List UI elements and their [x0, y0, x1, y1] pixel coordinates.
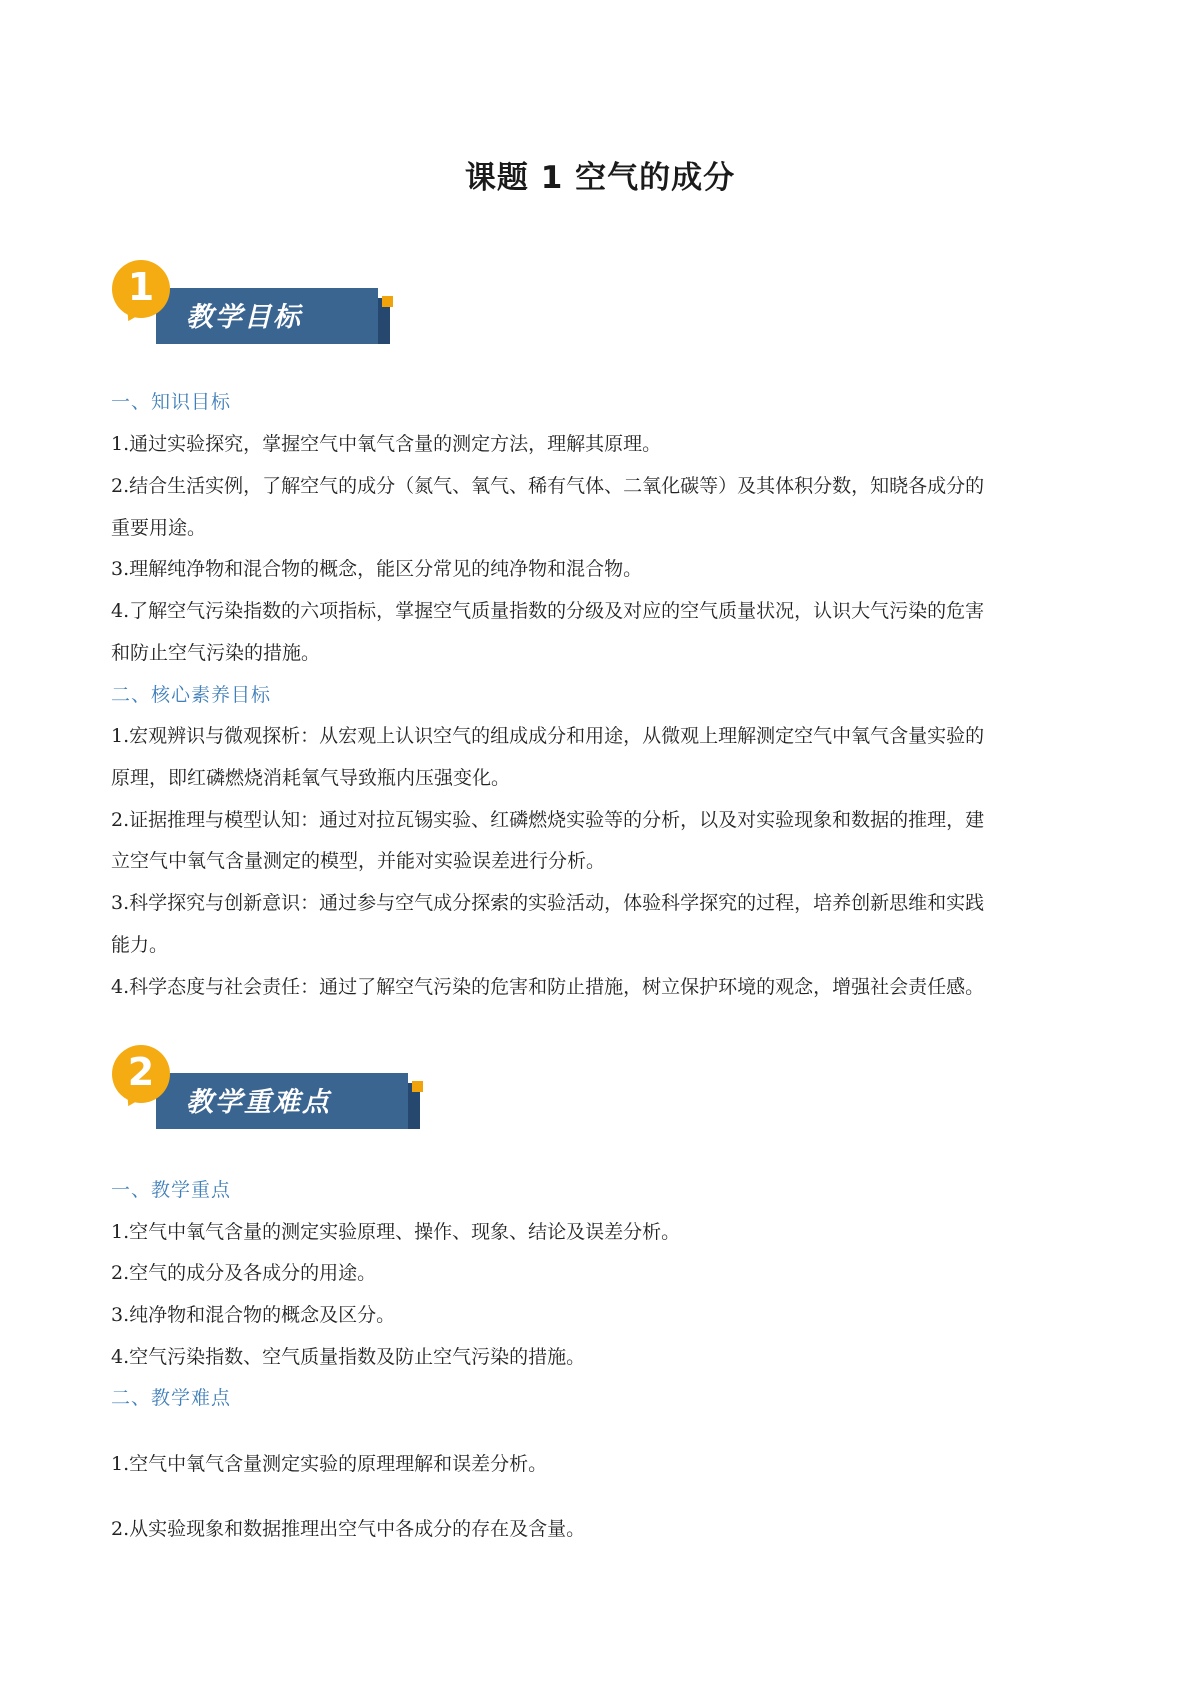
paragraph-line: 3.纯净物和混合物的概念及区分。 [111, 1304, 396, 1326]
section-label: 教学目标 [186, 302, 302, 333]
paragraph-line: 4.科学态度与社会责任：通过了解空气污染的危害和防止措施，树立保护环境的观念，增强社会责任感。 [111, 976, 985, 998]
section-badge-teaching-goals [112, 260, 442, 360]
paragraph-line: 2.空气的成分及各成分的用途。 [111, 1262, 377, 1284]
badge-accent-square [412, 1081, 423, 1092]
paragraph-line: 能力。 [111, 934, 169, 956]
page-title: 课题 1 空气的成分 [464, 160, 736, 196]
subheading-core-literacy-goals: 二、核心素养目标 [111, 684, 272, 706]
section-badge-key-difficult-points [112, 1045, 442, 1145]
badge-accent-square [382, 296, 393, 307]
paragraph-line: 和防止空气污染的措施。 [111, 642, 321, 664]
section-number: 1 [127, 265, 155, 309]
subheading-key-points: 一、教学重点 [111, 1179, 232, 1201]
subheading-knowledge-goals: 一、知识目标 [111, 391, 232, 413]
paragraph-line: 立空气中氧气含量测定的模型，并能对实验误差进行分析。 [111, 850, 606, 872]
paragraph-line: 4.了解空气污染指数的六项指标，掌握空气质量指数的分级及对应的空气质量状况，认识大气污染的危害 [111, 600, 985, 622]
paragraph-line: 2.证据推理与模型认知：通过对拉瓦锡实验、红磷燃烧实验等的分析，以及对实验现象和数据的推理，建 [111, 809, 985, 831]
paragraph-line: 重要用途。 [111, 517, 207, 539]
subheading-difficult-points: 二、教学难点 [111, 1387, 232, 1409]
paragraph-line: 1.通过实验探究，掌握空气中氧气含量的测定方法，理解其原理。 [111, 433, 662, 455]
paragraph-line: 4.空气污染指数、空气质量指数及防止空气污染的措施。 [111, 1346, 586, 1368]
paragraph-line: 1.宏观辨识与微观探析：从宏观上认识空气的组成成分和用途，从微观上理解测定空气中氧气含量实验的 [111, 725, 985, 747]
section-number: 2 [127, 1050, 155, 1094]
paragraph-line: 1.空气中氧气含量测定实验的原理理解和误差分析。 [111, 1453, 548, 1475]
paragraph-line: 2.从实验现象和数据推理出空气中各成分的存在及含量。 [111, 1518, 586, 1540]
section-label: 教学重难点 [186, 1087, 331, 1118]
paragraph-line: 原理，即红磷燃烧消耗氧气导致瓶内压强变化。 [111, 767, 511, 789]
paragraph-line: 1.空气中氧气含量的测定实验原理、操作、现象、结论及误差分析。 [111, 1221, 681, 1243]
paragraph-line: 3.理解纯净物和混合物的概念，能区分常见的纯净物和混合物。 [111, 558, 643, 580]
paragraph-line: 3.科学探究与创新意识：通过参与空气成分探索的实验活动，体验科学探究的过程，培养创新思维和实践 [111, 892, 985, 914]
paragraph-line: 2.结合生活实例，了解空气的成分（氮气、氧气、稀有气体、二氧化碳等）及其体积分数，知晓各成分的 [111, 475, 985, 497]
